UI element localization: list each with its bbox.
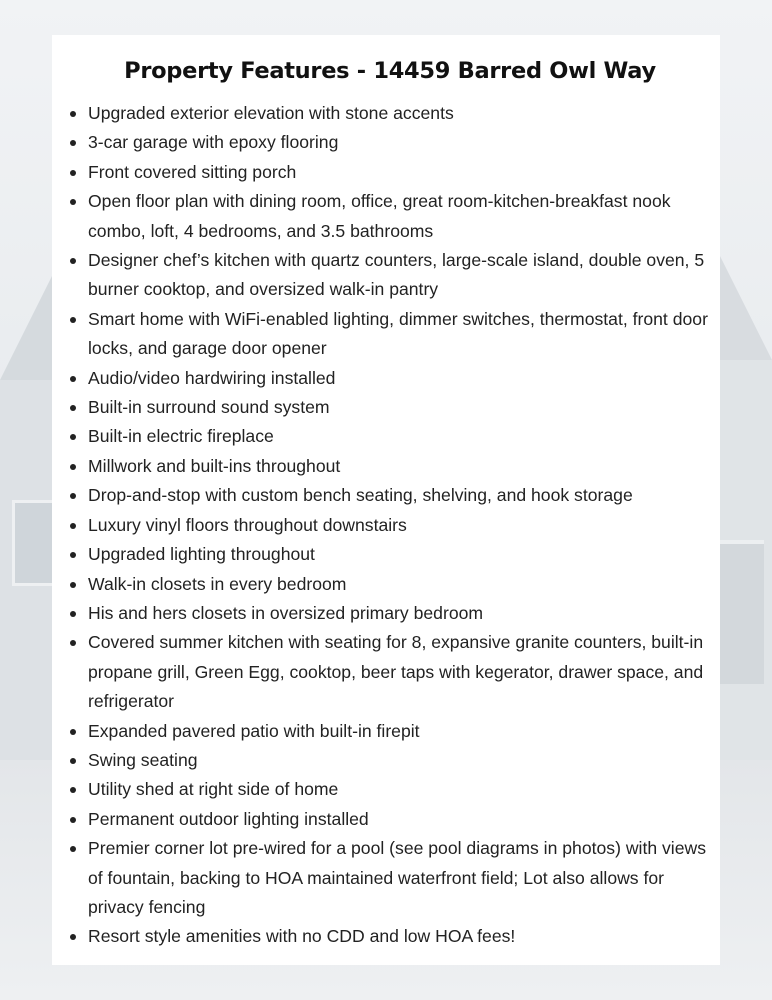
garage-door: [718, 540, 764, 684]
list-item: Swing seating: [68, 746, 712, 775]
list-item: Upgraded lighting throughout: [68, 540, 712, 569]
list-item: Resort style amenities with no CDD and low HOA fees!: [68, 922, 712, 951]
list-item: Premier corner lot pre-wired for a pool (see pool diagrams in photos) with views of fountain, backing to HOA maintained waterfront field; Lot also allows for privacy fencing: [68, 834, 712, 922]
list-item: Built-in surround sound system: [68, 393, 712, 422]
list-item: Expanded pavered patio with built-in firepit: [68, 717, 712, 746]
features-list: [68, 99, 712, 952]
list-item: Permanent outdoor lighting installed: [68, 805, 712, 834]
list-item: Designer chef’s kitchen with quartz counters, large-scale island, double oven, 5 burner cooktop, and oversized walk-in pantry: [68, 246, 712, 305]
list-item: Drop-and-stop with custom bench seating, shelving, and hook storage: [68, 481, 712, 510]
list-item: Walk-in closets in every bedroom: [68, 570, 712, 599]
list-item: Built-in electric fireplace: [68, 422, 712, 451]
list-item: 3-car garage with epoxy flooring: [68, 128, 712, 157]
list-item: Luxury vinyl floors throughout downstairs: [68, 511, 712, 540]
list-item: Front covered sitting porch: [68, 158, 712, 187]
list-item: His and hers closets in oversized primary bedroom: [68, 599, 712, 628]
list-item: Covered summer kitchen with seating for 8, expansive granite counters, built-in propane grill, Green Egg, cooktop, beer taps with kegerator, drawer space, and refrigerator: [68, 628, 712, 716]
list-item: Upgraded exterior elevation with stone accents: [68, 99, 712, 128]
list-item: Open floor plan with dining room, office, great room-kitchen-breakfast nook combo, loft, 4 bedrooms, and 3.5 bathrooms: [68, 187, 712, 246]
list-item: Millwork and built-ins throughout: [68, 452, 712, 481]
list-item: Smart home with WiFi-enabled lighting, dimmer switches, thermostat, front door locks, and garage door opener: [68, 305, 712, 364]
house-roof-left: [0, 260, 60, 380]
features-card: [52, 35, 720, 965]
page-title: Property Features - 14459 Barred Owl Way: [124, 58, 656, 84]
list-item: Utility shed at right side of home: [68, 775, 712, 804]
list-item: Audio/video hardwiring installed: [68, 364, 712, 393]
